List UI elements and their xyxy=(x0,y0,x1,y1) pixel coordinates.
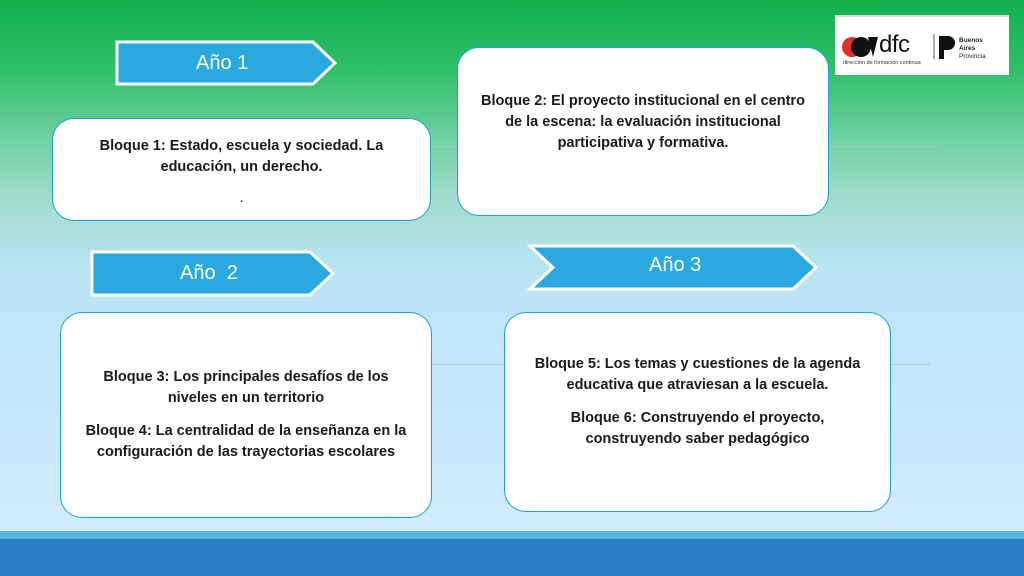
bloque-6-text: Bloque 6: Construyendo el proyecto, construyendo saber pedagógico xyxy=(570,410,825,447)
year-2-arrow xyxy=(90,250,336,297)
footer-bar xyxy=(0,539,1024,576)
dfc-logo-mark xyxy=(835,17,1009,75)
gov-line-3: Provincia xyxy=(959,53,986,60)
dfc-tagline: dirección de formación continua xyxy=(843,60,921,66)
year-2-label: Año 2 xyxy=(180,262,238,284)
footer-accent-bar xyxy=(0,531,1024,539)
bloque-1-box xyxy=(52,118,431,221)
bloque-3-4-box xyxy=(60,312,432,518)
gov-line-1: Buenos xyxy=(959,37,983,44)
year-3-arrow xyxy=(527,243,819,292)
year-3-label: Año 3 xyxy=(649,254,702,276)
dfc-logo xyxy=(835,15,1009,75)
bloque-5-text: Bloque 5: Los temas y cuestiones de la agenda educativa que atraviesan a la escuela. xyxy=(534,356,861,393)
bloque-2-text: Bloque 2: El proyecto institucional en el centro de la escena: la evaluación institucional participativa y formativa. xyxy=(481,93,805,151)
bloque-1-dot: . xyxy=(239,190,244,206)
bloque-1-text: Bloque 1: Estado, escuela y sociedad. La educación, un derecho. xyxy=(99,138,384,175)
bloque-4-text: Bloque 4: La centralidad de la enseñanza en la configuración de las trayectorias escolares xyxy=(85,423,407,460)
bloque-3-text: Bloque 3: Los principales desafíos de los niveles en un territorio xyxy=(103,369,389,406)
bloque-2-box xyxy=(457,47,829,216)
gov-line-2: Aires xyxy=(959,45,976,52)
bloque-5-6-box xyxy=(504,312,891,512)
year-1-label: Año 1 xyxy=(196,51,249,74)
dfc-wordmark: dfc xyxy=(879,31,910,58)
year-1-arrow xyxy=(115,40,337,86)
